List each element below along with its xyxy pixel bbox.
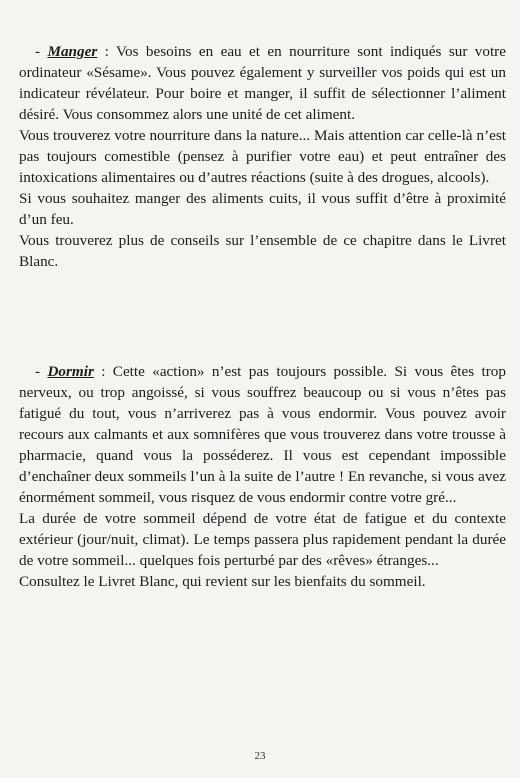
- section-dormir: [19, 361, 506, 592]
- section-manger: [19, 41, 506, 272]
- page-number: 23: [254, 750, 266, 762]
- manger-paragraph-2: Vous trouverez votre nourriture dans la nature... Mais attention car celle-là n’est pas toujours comestible (pensez à purifier votre eau) et peut entraîner des intoxications alimentaires ou d’autres réactions (suite à des drogues, alcools).: [19, 127, 506, 186]
- dormir-paragraph-3: Consultez le Livret Blanc, qui revient sur les bienfaits du sommeil.: [19, 573, 426, 590]
- manger-dash: -: [35, 43, 48, 60]
- manger-paragraph-1: [19, 41, 506, 125]
- manger-paragraph-4: Vous trouverez plus de conseils sur l’ensemble de ce chapitre dans le Livret Blanc.: [19, 232, 506, 270]
- manger-term: Manger: [47, 43, 98, 60]
- manger-paragraph-3: Si vous souhaitez manger des aliments cuits, il vous suffit d’être à proximité d’un feu.: [19, 190, 506, 228]
- dormir-paragraph-1: [19, 361, 506, 508]
- dormir-term: Dormir: [47, 363, 94, 380]
- manger-text-1: : Vos besoins en eau et en nourriture sont indiqués sur votre ordinateur «Sésame». Vous pouvez également y surveiller vos poids qui est un indicateur révélateur. Pour boire et manger, il suffit de sélectionner l’aliment désiré. Vous consommez alors une unité de cet aliment.: [19, 43, 506, 123]
- dormir-text-1: : Cette «action» n’est pas toujours possible. Si vous êtes trop nerveux, ou trop angoissé, si vous souffrez beaucoup ou si vous n’êtes pas fatigué du tout, vous n’arriverez pas à vous endormir. Vous pouvez avoir recours aux calmants et aux somnifères que vous trouverez dans votre trousse à pharmacie, quand vous la posséderez. Il vous est cependant impossible d’enchaîner deux sommeils l’un à la suite de l’autre ! En revanche, si vous avez énormément sommeil, vous risquez de vous endormir contre votre gré...: [19, 363, 506, 506]
- dormir-dash: -: [35, 363, 48, 380]
- dormir-paragraph-2: La durée de votre sommeil dépend de votre état de fatigue et du contexte extérieur (jour/nuit, climat). Le temps passera plus rapidement pendant la durée de votre sommeil... quelques fois perturbé par des «rêves» étranges...: [19, 510, 506, 569]
